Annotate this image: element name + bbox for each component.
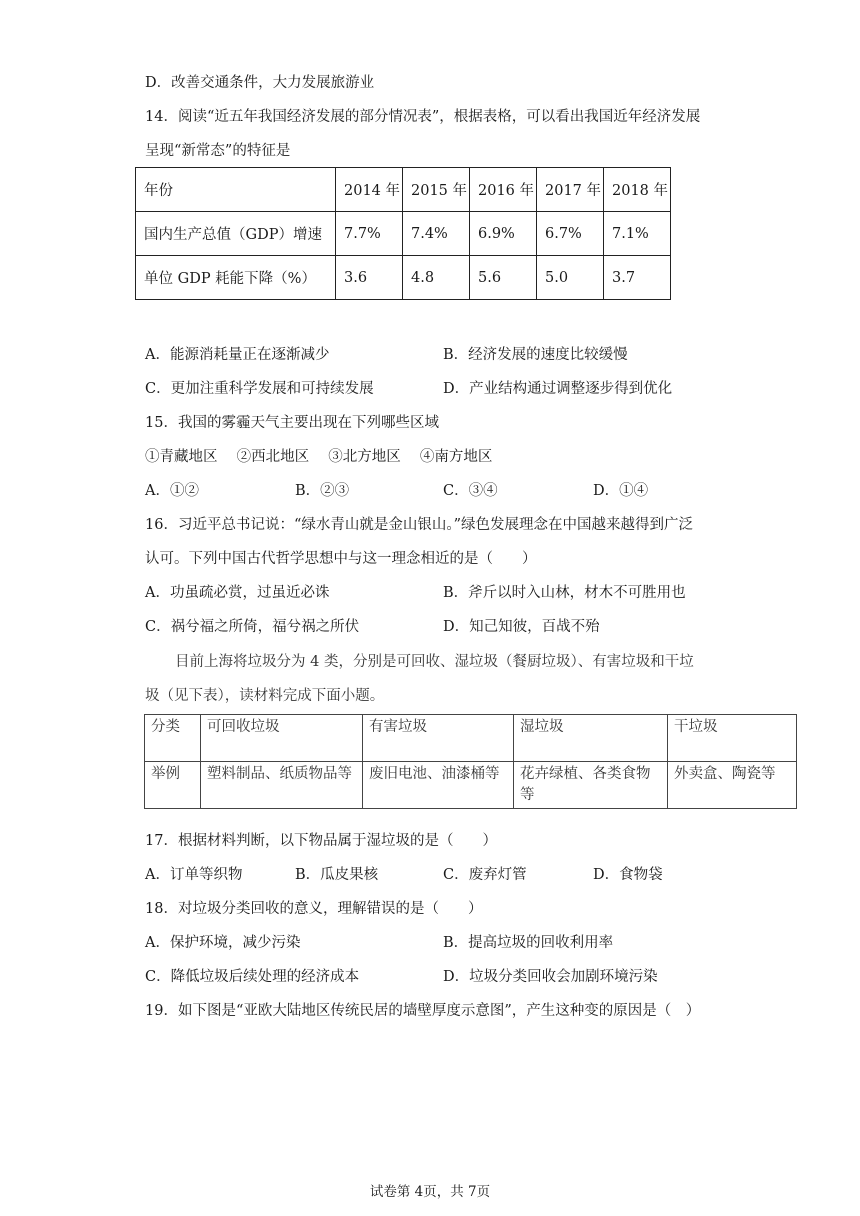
- garbage-table: [144, 714, 797, 809]
- q15-option-c: C．③④: [443, 483, 498, 499]
- table-row: [136, 212, 671, 256]
- q16-stem-line2: 认可。下列中国古代哲学思想中与这一理念相近的是（ ）: [145, 551, 537, 567]
- q15-option-b: B．②③: [295, 483, 350, 499]
- table-cell: 5.0: [537, 256, 604, 300]
- q15-stem: 15．我国的雾霾天气主要出现在下列哪些区域: [145, 415, 439, 431]
- q15-choices: ①青藏地区 ②西北地区 ③北方地区 ④南方地区: [145, 449, 493, 465]
- table-cell: 3.6: [336, 256, 403, 300]
- table-cell: 4.8: [403, 256, 470, 300]
- table-cell: 国内生产总值（GDP）增速: [136, 212, 336, 256]
- table-cell: 6.7%: [537, 212, 604, 256]
- table-row: [145, 762, 797, 809]
- table-cell: 干垃圾: [668, 715, 797, 762]
- table-cell: 2018 年: [604, 168, 671, 212]
- table-cell: 废旧电池、油漆桶等: [363, 762, 514, 809]
- q14-stem-line2: 呈现“新常态”的特征是: [145, 143, 291, 159]
- q17-option-d: D．食物袋: [593, 867, 663, 883]
- page-footer: 试卷第 4页，共 7页: [369, 1184, 491, 1200]
- q16-option-c: C．祸兮福之所倚，福兮祸之所伏: [145, 619, 360, 635]
- table-cell: 年份: [136, 168, 336, 212]
- q14-stem-line1: 14．阅读“近五年我国经济发展的部分情况表”，根据表格，可以看出我国近年经济发展: [145, 109, 701, 125]
- q18-option-c: C．降低垃圾后续处理的经济成本: [145, 969, 360, 985]
- q16-option-a: A．功虽疏必赏，过虽近必诛: [145, 585, 330, 601]
- q14-option-d: D．产业结构通过调整逐步得到优化: [443, 381, 673, 397]
- table-header-row: [145, 715, 797, 762]
- table-cell: 2014 年: [336, 168, 403, 212]
- table-cell: 花卉绿植、各类食物等: [514, 762, 668, 809]
- q19-stem: 19．如下图是“亚欧大陆地区传统民居的墙壁厚度示意图”，产生这种变的原因是（ ）: [145, 1003, 701, 1019]
- table-cell: 6.9%: [470, 212, 537, 256]
- gdp-table: [135, 167, 671, 300]
- table-cell: 湿垃圾: [514, 715, 668, 762]
- q15-option-a: A．①②: [145, 483, 199, 499]
- q16-option-b: B．斧斤以时入山林，材木不可胜用也: [443, 585, 686, 601]
- q18-option-d: D．垃圾分类回收会加剧环境污染: [443, 969, 658, 985]
- table-cell: 单位 GDP 耗能下降（%）: [136, 256, 336, 300]
- table-cell: 可回收垃圾: [201, 715, 363, 762]
- table-cell: 7.1%: [604, 212, 671, 256]
- table-row: [136, 256, 671, 300]
- table-cell: 塑料制品、纸质物品等: [201, 762, 363, 809]
- q17-stem: 17．根据材料判断，以下物品属于湿垃圾的是（ ）: [145, 833, 497, 849]
- table-cell: 7.7%: [336, 212, 403, 256]
- q14-option-a: A．能源消耗量正在逐渐减少: [145, 347, 330, 363]
- table-cell: 有害垃圾: [363, 715, 514, 762]
- table-cell: 3.7: [604, 256, 671, 300]
- q18-stem: 18．对垃圾分类回收的意义，理解错误的是（ ）: [145, 901, 483, 917]
- table-cell: 外卖盒、陶瓷等: [668, 762, 797, 809]
- material-line2: 圾（见下表），读材料完成下面小题。: [145, 688, 385, 704]
- table-cell: 分类: [145, 715, 201, 762]
- q18-option-b: B．提高垃圾的回收利用率: [443, 935, 614, 951]
- q17-option-c: C．废弃灯管: [443, 867, 527, 883]
- q17-option-a: A．订单等织物: [145, 867, 243, 883]
- q16-stem-line1: 16．习近平总书记说：“绿水青山就是金山银山。”绿色发展理念在中国越来越得到广泛: [145, 517, 694, 533]
- q17-option-b: B．瓜皮果核: [295, 867, 379, 883]
- q18-option-a: A．保护环境，减少污染: [145, 935, 301, 951]
- table-cell: 2015 年: [403, 168, 470, 212]
- q14-option-b: B．经济发展的速度比较缓慢: [443, 347, 628, 363]
- table-cell: 举例: [145, 762, 201, 809]
- table-cell: 5.6: [470, 256, 537, 300]
- q15-option-d: D．①④: [593, 483, 649, 499]
- q16-option-d: D．知己知彼，百战不殆: [443, 619, 600, 635]
- q13-option-d: D．改善交通条件，大力发展旅游业: [145, 75, 375, 91]
- material-line1: 目前上海将垃圾分为 4 类，分别是可回收、湿垃圾（餐厨垃圾）、有害垃圾和干垃: [175, 654, 694, 670]
- table-header-row: [136, 168, 671, 212]
- q14-option-c: C．更加注重科学发展和可持续发展: [145, 381, 374, 397]
- table-cell: 2017 年: [537, 168, 604, 212]
- table-cell: 2016 年: [470, 168, 537, 212]
- table-cell: 7.4%: [403, 212, 470, 256]
